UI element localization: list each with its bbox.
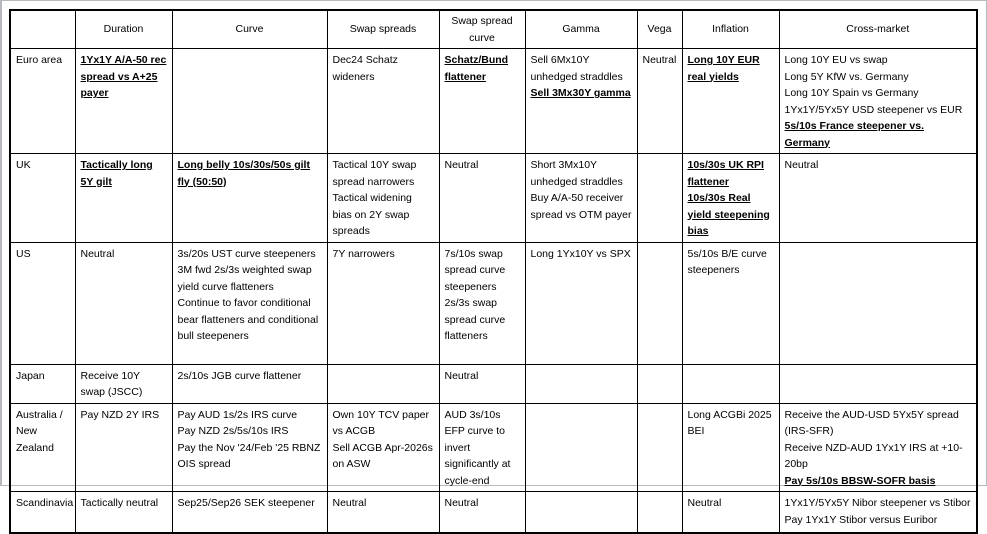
trade-entry: Long ACGBi 2025 BEI (687, 408, 772, 437)
cell-inflation (682, 242, 779, 364)
trade-entry: Neutral (444, 497, 479, 509)
column-header-duration: Duration (75, 10, 172, 49)
trade-entry: Long 1Yx10Y vs SPX (530, 247, 631, 260)
cell-gamma (525, 49, 637, 154)
trade-entry: Neutral (642, 54, 677, 66)
trade-entry: Dec24 Schatz wideners (332, 54, 398, 83)
cell-gamma (525, 364, 637, 403)
cell-cross_market (779, 154, 977, 243)
trade-entry: Long 10Y EU vs swap (784, 54, 888, 66)
trade-entry-highlighted: 10s/30s UK RPI flattener (687, 159, 764, 188)
cell-curve (172, 49, 327, 154)
table-row (10, 242, 977, 364)
trade-entry: Tactically neutral (80, 497, 159, 509)
cell-curve (172, 492, 327, 533)
trade-entry: Long 10Y Spain vs Germany (784, 87, 919, 99)
cell-inflation (682, 364, 779, 403)
region-label: Scandinavia (10, 492, 75, 533)
trade-entry: 5s/10s B/E curve steepeners (687, 247, 767, 276)
table-row (10, 364, 977, 403)
table-header (10, 10, 977, 49)
trade-entry: 3M fwd 2s/3s weighted swap yield curve flatteners (177, 264, 312, 293)
region-label: Euro area (10, 49, 75, 154)
trade-entry: Sep25/Sep26 SEK steepener (177, 497, 315, 509)
column-header-cross-market: Cross-market (779, 10, 977, 49)
trade-entry: Receive 10Y swap (JSCC) (80, 369, 143, 398)
cell-cross_market (779, 49, 977, 154)
cell-gamma (525, 492, 637, 533)
trade-entry: Tactical widening bias on 2Y swap spreads (332, 192, 412, 237)
cell-inflation (682, 492, 779, 533)
cell-swap_spreads (327, 492, 439, 533)
cell-swap_spreads (327, 242, 439, 364)
table-row (10, 154, 977, 243)
trade-entry: Long 5Y KfW vs. Germany (784, 70, 909, 83)
cell-cross_market (779, 492, 977, 533)
trade-entry-highlighted: Long 10Y EUR real yields (687, 54, 760, 83)
trade-entry: Pay NZD 2s/5s/10s IRS (177, 425, 289, 437)
cell-swap_spread_curve (439, 154, 525, 243)
trade-entry-highlighted: 1Yx1Y A/A-50 rec spread vs A+25 payer (80, 54, 167, 99)
region-label: US (10, 242, 75, 364)
cell-duration (75, 403, 172, 492)
trade-entry: Continue to favor conditional bear flatteners and conditional bull steepeners (177, 297, 319, 342)
cell-vega (637, 364, 682, 403)
trade-entry: Pay the Nov '24/Feb '25 RBNZ OIS spread (177, 441, 321, 470)
trade-entry: 3s/20s UST curve steepeners (177, 247, 316, 260)
trade-entry: Receive NZD-AUD 1Yx1Y IRS at +10-20bp (784, 441, 963, 470)
header-row (10, 10, 977, 49)
cell-duration (75, 49, 172, 154)
trade-entry: Neutral (444, 159, 479, 171)
trade-entry: Neutral (784, 159, 819, 171)
cell-vega (637, 492, 682, 533)
cell-swap_spreads (327, 154, 439, 243)
trade-entry: Sell 6Mx10Y unhedged straddles (530, 54, 623, 83)
trade-entry-highlighted: Sell 3Mx30Y gamma (530, 87, 631, 99)
column-header-swap-spread-curve: Swap spread curve (439, 10, 525, 49)
cell-cross_market (779, 364, 977, 403)
trade-entry: 2s/10s JGB curve flattener (177, 369, 302, 382)
column-header-vega: Vega (637, 10, 682, 49)
cell-cross_market (779, 403, 977, 492)
trade-entry: 2s/3s swap spread curve flatteners (444, 297, 506, 342)
cell-swap_spreads (327, 49, 439, 154)
trade-entry: Buy A/A-50 receiver spread vs OTM payer (530, 192, 632, 221)
cell-swap_spread_curve (439, 403, 525, 492)
trade-entry: Short 3Mx10Y unhedged straddles (530, 159, 623, 188)
table-row (10, 49, 977, 154)
trade-entry-highlighted: Schatz/Bund flattener (444, 54, 509, 83)
column-header-gamma: Gamma (525, 10, 637, 49)
trade-entry: Neutral (80, 247, 115, 260)
region-label: Japan (10, 364, 75, 403)
trade-entry: Sell ACGB Apr-2026s on ASW (332, 441, 433, 470)
cell-gamma (525, 403, 637, 492)
cell-gamma (525, 242, 637, 364)
column-header-inflation: Inflation (682, 10, 779, 49)
column-header-swap-spreads: Swap spreads (327, 10, 439, 49)
trade-entry: 1Yx1Y/5Yx5Y Nibor steepener vs Stibor (784, 497, 971, 509)
cell-inflation (682, 154, 779, 243)
cell-vega (637, 403, 682, 492)
cell-swap_spread_curve (439, 492, 525, 533)
trade-entry: Pay 1Yx1Y Stibor versus Euribor (784, 513, 938, 526)
trade-entry-highlighted: 5s/10s France steepener vs. Germany (784, 120, 925, 149)
cell-curve (172, 242, 327, 364)
trade-entry: Pay NZD 2Y IRS (80, 408, 160, 421)
cell-duration (75, 364, 172, 403)
trade-entry: 7s/10s swap spread curve steepeners (444, 247, 506, 293)
trade-entry: Neutral (687, 497, 722, 509)
trade-entry: Pay AUD 1s/2s IRS curve (177, 408, 298, 421)
cell-inflation (682, 49, 779, 154)
table-body (10, 49, 977, 533)
column-header-region (10, 10, 75, 49)
cell-inflation (682, 403, 779, 492)
cell-vega (637, 49, 682, 154)
cell-curve (172, 154, 327, 243)
column-header-curve: Curve (172, 10, 327, 49)
cell-swap_spreads (327, 403, 439, 492)
cell-swap_spread_curve (439, 49, 525, 154)
trade-entry: 1Yx1Y/5Yx5Y USD steepener vs EUR (784, 103, 963, 116)
trade-entry-highlighted: Pay 5s/10s BBSW-SOFR basis (784, 474, 936, 487)
cell-swap_spread_curve (439, 364, 525, 403)
trade-entry: Neutral (444, 369, 479, 382)
cell-duration (75, 242, 172, 364)
cell-gamma (525, 154, 637, 243)
region-label: UK (10, 154, 75, 243)
trade-entry: Own 10Y TCV paper vs ACGB (332, 408, 429, 437)
trade-entry-highlighted: 10s/30s Real yield steepening bias (687, 192, 770, 237)
trade-entry: AUD 3s/10s EFP curve to invert significantly at cycle-end (444, 408, 511, 487)
cell-duration (75, 492, 172, 533)
trade-entry-highlighted: Long belly 10s/30s/50s gilt fly (50:50) (177, 159, 310, 188)
trade-entry: Tactical 10Y swap spread narrowers (332, 159, 417, 188)
trade-entry-highlighted: Tactically long 5Y gilt (80, 159, 153, 188)
table-row (10, 492, 977, 533)
cell-curve (172, 364, 327, 403)
cell-swap_spreads (327, 364, 439, 403)
cell-duration (75, 154, 172, 243)
trade-entry: 7Y narrowers (332, 247, 395, 260)
trade-recommendations-table (9, 9, 978, 534)
cell-vega (637, 242, 682, 364)
cell-vega (637, 154, 682, 243)
region-label: Australia / New Zealand (10, 403, 75, 492)
cell-swap_spread_curve (439, 242, 525, 364)
table-row (10, 403, 977, 492)
trade-entry: Receive the AUD-USD 5Yx5Y spread (IRS-SFR) (784, 408, 959, 437)
trade-entry: Neutral (332, 497, 367, 509)
cell-curve (172, 403, 327, 492)
cell-cross_market (779, 242, 977, 364)
